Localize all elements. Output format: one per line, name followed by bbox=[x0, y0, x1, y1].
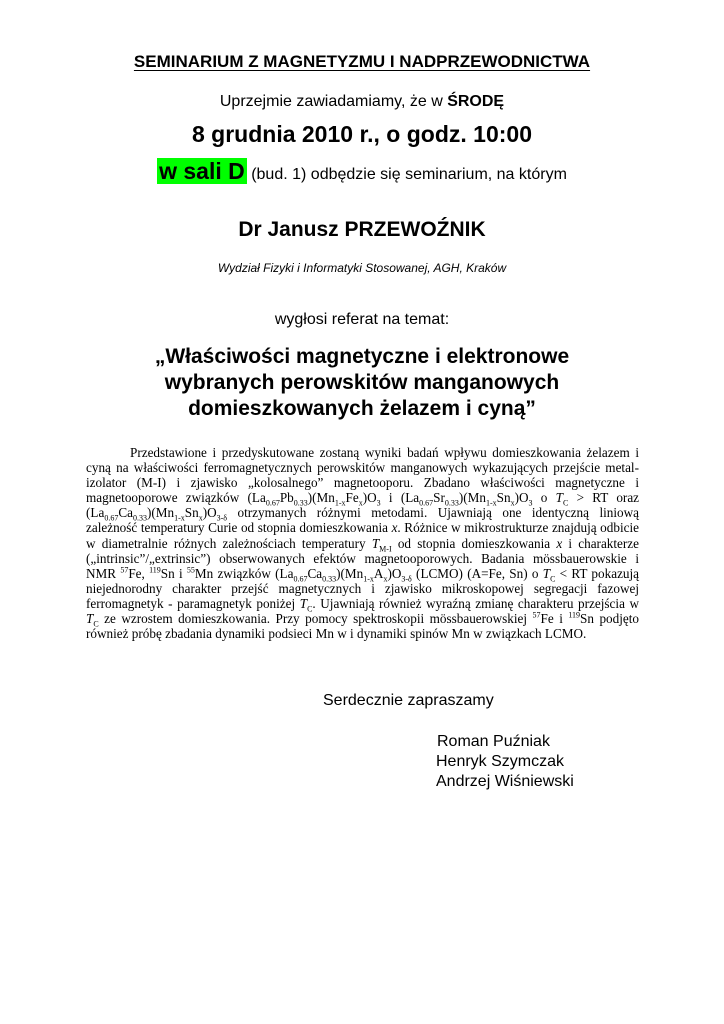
variable: T bbox=[555, 490, 563, 506]
organizer-name: Andrzej Wiśniewski bbox=[436, 773, 574, 790]
abstract-text: Fe i bbox=[540, 611, 569, 627]
talk-title-line: „Właściwości magnetyczne i elektronowe bbox=[154, 345, 570, 368]
abstract-text: )O bbox=[362, 490, 377, 506]
subscript: x bbox=[383, 574, 388, 584]
variable: T bbox=[542, 565, 551, 581]
abstract-text: > RT oraz (La bbox=[86, 490, 640, 521]
abstract-text: Sn bbox=[184, 505, 199, 521]
abstract-text: Pb bbox=[279, 490, 294, 506]
day-of-week: ŚRODĘ bbox=[447, 93, 505, 110]
subscript: 3 bbox=[528, 498, 533, 508]
subscript: 0.67 bbox=[265, 498, 280, 508]
subscript: C bbox=[562, 498, 569, 508]
subscript: 3 bbox=[376, 498, 381, 508]
subscript: M-I bbox=[379, 544, 392, 554]
superscript: 119 bbox=[568, 610, 581, 620]
building-note: (bud. 1) odbędzie się seminarium, na którym bbox=[251, 166, 567, 183]
abstract-text: )O bbox=[514, 490, 529, 506]
abstract-text: i (La bbox=[380, 490, 420, 506]
abstract-text: Sn podjęto również próbę zbadania dynamiki podsieci Mn w i dynamiki spinów Mn w związkach LCMO. bbox=[86, 611, 640, 642]
organizer-name: Henryk Szymczak bbox=[436, 753, 565, 770]
abstract-text: Fe, bbox=[128, 565, 150, 581]
subscript: C bbox=[550, 574, 556, 584]
abstract-text: Fe bbox=[345, 490, 359, 506]
variable: T bbox=[299, 595, 308, 611]
abstract-paragraph bbox=[86, 445, 639, 641]
abstract-text: )(Mn bbox=[458, 490, 486, 506]
subscript: 1-x bbox=[174, 514, 185, 524]
abstract-text: (LCMO) (A=Fe, Sn) o bbox=[411, 565, 543, 581]
abstract-text: o bbox=[532, 490, 556, 506]
variable: T bbox=[371, 535, 380, 551]
variable: x bbox=[391, 520, 398, 536]
organizer-name: Roman Puźniak bbox=[437, 733, 550, 750]
talk-title-line: wybranych perowskitów manganowych bbox=[164, 371, 560, 394]
seminar-title: SEMINARIUM Z MAGNETYZMU I NADPRZEWODNICTWA bbox=[133, 52, 591, 71]
room-highlight: w sali D bbox=[159, 158, 245, 184]
abstract-text: Ca bbox=[118, 505, 133, 521]
abstract-text: . Ujawniają również wyraźną zmianę charakteru przejścia w bbox=[312, 595, 639, 611]
speaker-name: Dr Janusz PRZEWOŹNIK bbox=[238, 218, 486, 241]
abstract-text: )(Mn bbox=[336, 565, 364, 581]
talk-title-line: domieszkowanych żelazem i cyną” bbox=[188, 397, 536, 420]
date-time: 8 grudnia 2010 r., o godz. 10:00 bbox=[191, 121, 532, 147]
abstract-text: Sr bbox=[433, 490, 445, 506]
abstract-text: )O bbox=[387, 565, 402, 581]
speaker-affiliation: Wydział Fizyki i Informatyki Stosowanej, AGH, Kraków bbox=[217, 261, 507, 275]
subscript: 0.33 bbox=[293, 498, 308, 508]
abstract-text: )(Mn bbox=[307, 490, 335, 506]
superscript: 57 bbox=[120, 565, 129, 575]
abstract-text: i charakterze („intrinsic”/„extrinsic”) obserwowanych efektów magnetooporowych. Badania mössbauerowskie i NMR bbox=[86, 535, 640, 581]
superscript: 55 bbox=[186, 565, 195, 575]
subscript: 0.67 bbox=[104, 514, 119, 524]
superscript: 57 bbox=[532, 610, 541, 620]
abstract-text: ze wzrostem domieszkowania. Przy pomocy spektroskopii mössbauerowskiej bbox=[98, 611, 533, 627]
abstract-text: A bbox=[373, 565, 384, 581]
subscript: 1-x bbox=[334, 498, 346, 508]
subscript: 3-δ bbox=[216, 514, 228, 524]
superscript: 119 bbox=[149, 565, 161, 575]
subscript: 0.67 bbox=[419, 498, 434, 508]
abstract-text: Ca bbox=[307, 565, 323, 581]
abstract-text: )(Mn bbox=[146, 505, 175, 521]
talk-lead-in: wygłosi referat na temat: bbox=[274, 311, 450, 328]
subscript: x bbox=[510, 498, 515, 508]
abstract-text: Przedstawione i przedyskutowane zostaną wyniki badań wpływu domieszkowania żelazem i cyną na właściwości ferromagnetycznych perowskitów manganowych wykazujących przejście metal-izolator (M-I) i zjawisko „kolosalnego” magnetooporu. Zbadano właściwości magnetyczne i magnetooporowe związków (La bbox=[86, 445, 639, 506]
subscript: C bbox=[307, 604, 313, 614]
subscript: 0.33 bbox=[132, 514, 147, 524]
abstract-text: Mn związków (La bbox=[194, 565, 294, 581]
subscript: C bbox=[93, 619, 99, 629]
subscript: 0.33 bbox=[444, 498, 459, 508]
intro-text: Uprzejmie zawiadamiamy, że w bbox=[219, 93, 443, 110]
subscript: 0.67 bbox=[293, 574, 308, 584]
subscript: 0.33 bbox=[322, 574, 337, 584]
abstract-text: Sn bbox=[496, 490, 511, 506]
abstract-text: otrzymanych różnymi metodami. Ujawniają one identyczną liniową zależność temperatury Curie od stopnia domieszkowania bbox=[86, 505, 639, 536]
abstract-text: od stopnia domieszkowania bbox=[391, 535, 557, 551]
subscript: 1-x bbox=[485, 498, 497, 508]
variable: x bbox=[556, 535, 563, 551]
variable: T bbox=[86, 611, 94, 627]
room-line bbox=[0, 158, 724, 185]
intro-line bbox=[0, 93, 724, 111]
subscript: x bbox=[198, 514, 203, 524]
abstract-text: < RT pokazują niejednorodny charakter przejść magnetycznych i zjawisko mikroskopowej segregacji fazowej ferromagnetyk - paramagnetyk poniżej bbox=[86, 565, 640, 611]
abstract-text: Sn i bbox=[160, 565, 187, 581]
talk-title bbox=[0, 344, 724, 422]
subscript: x bbox=[358, 498, 363, 508]
subscript: 1-x bbox=[363, 574, 374, 584]
abstract-text: )O bbox=[202, 505, 217, 521]
abstract-text: . Różnice w mikrostrukturze znajdują odbicie w diametralnie różnych zależnościach temperatury bbox=[86, 520, 639, 551]
subscript: 3-δ bbox=[401, 574, 412, 584]
invitation-text: Serdecznie zapraszamy bbox=[323, 692, 494, 709]
